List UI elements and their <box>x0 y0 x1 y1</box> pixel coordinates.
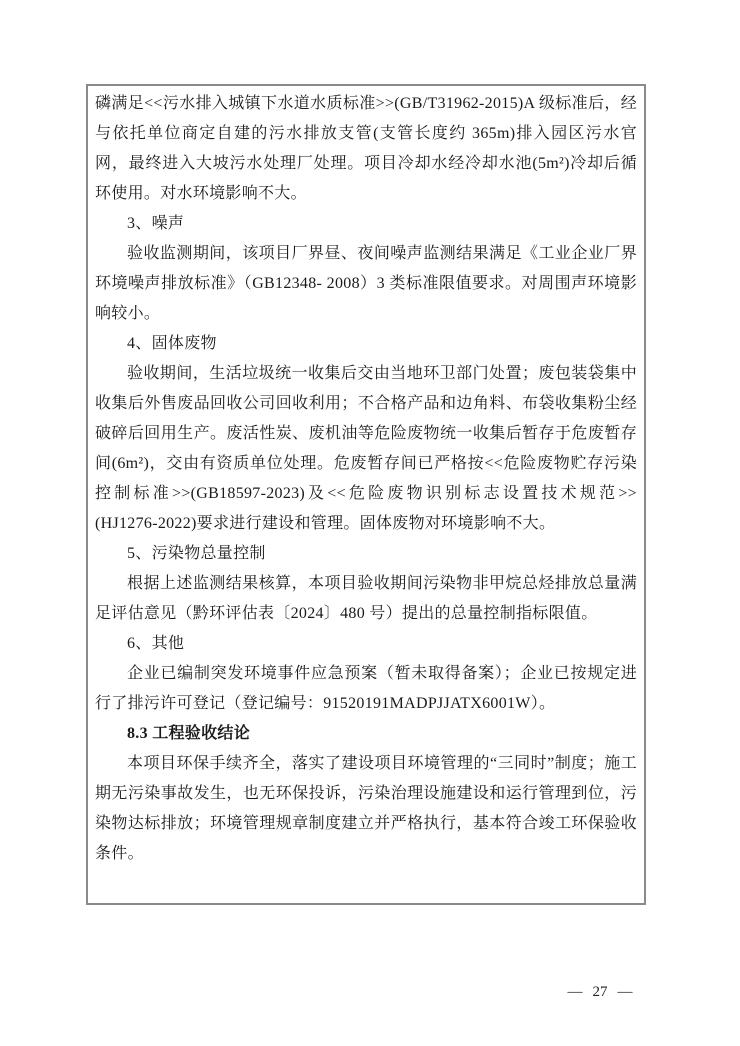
section-heading-solid-waste: 4、固体废物 <box>127 335 217 352</box>
paragraph-solid-waste-body: 验收期间，生活垃圾统一收集后交由当地环卫部门处置；废包装袋集中收集后外售废品回收公司回收利用；不合格产品和边角料、布袋收集粉尘经破碎后回用生产。废活性炭、废机油等危险废物统一收集后暂存于危废暂存间(6m²)，交由有资质单位处理。危废暂存间已严格按<<危险废物贮存污染控制标准>>(GB18597-2023)及<<危险废物识别标志设置技术规范>>(HJ1276-2022)要求进行建设和管理。固体废物对环境影响不大。 <box>95 365 637 532</box>
section-heading-noise: 3、噪声 <box>127 215 185 232</box>
page-number <box>540 982 660 1002</box>
page-number-dash-right: — <box>617 984 633 1000</box>
section-heading-8-3-conclusion: 8.3 工程验收结论 <box>127 725 251 742</box>
paragraph-conclusion-body: 本项目环保手续齐全，落实了建设项目环境管理的“三同时”制度；施工期无污染事故发生，也无环保投诉，污染治理设施建设和运行管理到位，污染物达标排放；环境管理规章制度建立并严格执行，基本符合竣工环保验收条件。 <box>95 755 637 862</box>
section-heading-other: 6、其他 <box>127 635 185 652</box>
paragraph-noise-body: 验收监测期间，该项目厂界昼、夜间噪声监测结果满足《工业企业厂界环境噪声排放标准》（GB12348- 2008）3 类标准限值要求。对周围声环境影响较小。 <box>95 245 637 322</box>
section-heading-total-control: 5、污染物总量控制 <box>127 545 266 562</box>
report-table-cell <box>86 84 646 905</box>
paragraph-total-control-body: 根据上述监测结果核算，本项目验收期间污染物非甲烷总烃排放总量满足评估意见（黔环评估表〔2024〕480 号）提出的总量控制指标限值。 <box>95 575 637 622</box>
page-number-dash-left: — <box>567 984 583 1000</box>
paragraph-wastewater-continuation: 磷满足<<污水排入城镇下水道水质标准>>(GB/T31962-2015)A 级标准后，经与依托单位商定自建的污水排放支管(支管长度约 365m)排入园区污水官网，最终进入大坡污水处理厂处理。项目冷却水经冷却水池(5m²)冷却后循环使用。对水环境影响不大。 <box>95 95 637 202</box>
page-number-value: 27 <box>592 984 608 1000</box>
paragraph-other-body: 企业已编制突发环境事件应急预案（暂未取得备案）；企业已按规定进行了排污许可登记（登记编号：91520191MADPJJATX6001W）。 <box>95 665 637 712</box>
